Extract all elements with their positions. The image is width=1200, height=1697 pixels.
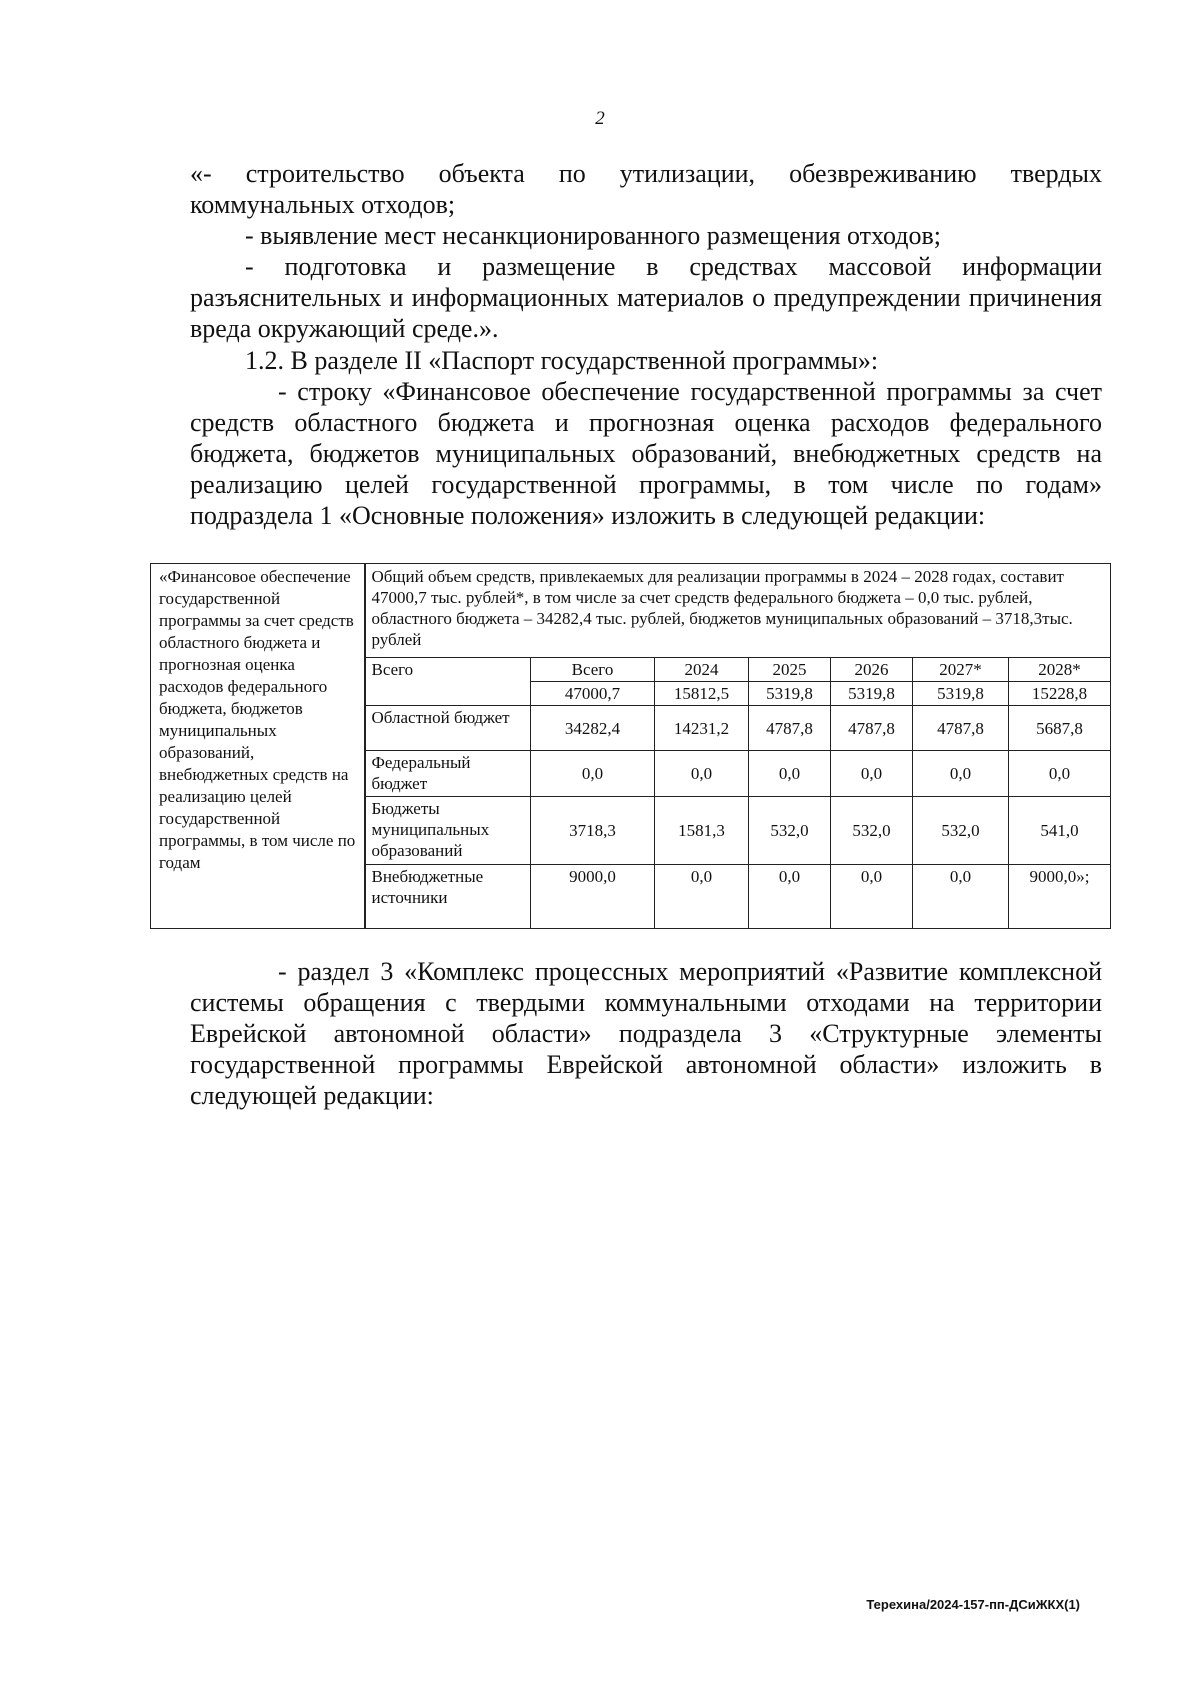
table-cell: 0,0 xyxy=(913,865,1009,929)
paragraph-financing-line: - строку «Финансовое обеспечение государственной программы за счет средств областного бюджета и прогнозная оценка расходов федерального бюджета, бюджетов муниципальных образований, внебюджетных средств на реализацию целей государственной программы, в том числе по годам» подраздела 1 «Основные положения» изложить в следующей редакции: xyxy=(190,377,1102,530)
table-header-year: 2028* xyxy=(1009,658,1111,682)
table-cell: 0,0 xyxy=(831,751,913,797)
table-header-label: Всего xyxy=(365,658,531,706)
paragraph-section-ii: 1.2. В разделе II «Паспорт государственной программы»: xyxy=(245,346,879,375)
paragraph-section-3: - раздел 3 «Комплекс процессных мероприятий «Развитие комплексной системы обращения с твердыми коммунальными отходами на территории Еврейской автономной области» подраздела 3 «Структурные элементы государственной программы Еврейской автономной области» изложить в следующей редакции: xyxy=(190,957,1102,1110)
table-cell: 4787,8 xyxy=(831,706,913,751)
table-cell: 5319,8 xyxy=(749,682,831,706)
table-cell: 14231,2 xyxy=(655,706,749,751)
table-cell: 5687,8 xyxy=(1009,706,1111,751)
table-cell: 4787,8 xyxy=(913,706,1009,751)
table-header-year: 2024 xyxy=(655,658,749,682)
table-cell: 15228,8 xyxy=(1009,682,1111,706)
table-cell: 0,0 xyxy=(1009,751,1111,797)
table-cell: 5319,8 xyxy=(831,682,913,706)
table-cell: 532,0 xyxy=(913,797,1009,865)
table-cell: 541,0 xyxy=(1009,797,1111,865)
page-number: 2 xyxy=(595,108,605,129)
paragraph-media-materials: - подготовка и размещение в средствах массовой информации разъяснительных и информационных материалов о предупреждении причинения вреда окружающий среде.». xyxy=(190,252,1102,343)
document-code: Терехина/2024-157-пп-ДСиЖКХ(1) xyxy=(866,1597,1080,1612)
table-cell: 15812,5 xyxy=(655,682,749,706)
table-cell: 532,0 xyxy=(831,797,913,865)
table-header-year: 2025 xyxy=(749,658,831,682)
paragraph-waste-facility: «- строительство объекта по утилизации, обезвреживанию твердых коммунальных отходов; xyxy=(190,159,1102,219)
table-cell: 1581,3 xyxy=(655,797,749,865)
table-row-label: Внебюджетные источники xyxy=(365,865,531,929)
table-cell: 0,0 xyxy=(913,751,1009,797)
table-header-year: 2027* xyxy=(913,658,1009,682)
table-cell: 3718,3 xyxy=(531,797,655,865)
table-cell: 34282,4 xyxy=(531,706,655,751)
table-row-title: «Финансовое обеспечение государственной программы за счет средств областного бюджета и прогнозная оценка расходов федерального бюджета, бюджетов муниципальных образований, внебюджетных средств на реализацию целей государственной программы, в том числе по годам xyxy=(151,564,365,929)
table-cell: 0,0 xyxy=(531,751,655,797)
table-cell: 47000,7 xyxy=(531,682,655,706)
table-cell: 0,0 xyxy=(831,865,913,929)
table-cell: 532,0 xyxy=(749,797,831,865)
table-header-year: 2026 xyxy=(831,658,913,682)
paragraph-illegal-dumps: - выявление мест несанкционированного размещения отходов; xyxy=(245,221,942,250)
table-cell: 4787,8 xyxy=(749,706,831,751)
table-cell: 0,0 xyxy=(749,865,831,929)
table-header-total: Всего xyxy=(531,658,655,682)
table-cell: 9000,0 xyxy=(531,865,655,929)
table-row-label: Федеральный бюджет xyxy=(365,751,531,797)
table-cell: 0,0 xyxy=(655,865,749,929)
table-cell: 0,0 xyxy=(749,751,831,797)
table-cell: 0,0 xyxy=(655,751,749,797)
financing-table xyxy=(150,563,1111,929)
table-cell: 9000,0»; xyxy=(1009,865,1111,929)
table-row-label: Областной бюджет xyxy=(365,706,531,751)
table-summary: Общий объем средств, привлекаемых для реализации программы в 2024 – 2028 годах, составит 47000,7 тыс. рублей*, в том числе за счет средств федерального бюджета – 0,0 тыс. рублей, областного бюджета – 34282,4 тыс. рублей, бюджетов муниципальных образований – 3718,3тыс. рублей xyxy=(365,564,1111,658)
table-cell: 5319,8 xyxy=(913,682,1009,706)
table-row-label: Бюджеты муниципальных образований xyxy=(365,797,531,865)
